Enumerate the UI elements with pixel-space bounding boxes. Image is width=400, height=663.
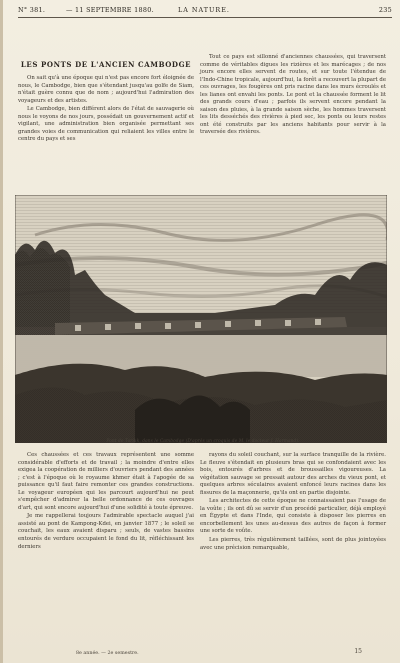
- running-header: [18, 6, 392, 16]
- paragraph: Ces chaussées et ces travaux représentent une somme considérable d'efforts et de travail ; la moindre d'entre elles exigea la coopération de milliers d'ouvriers pendant des années ; c'est à l'époque où le royaume khmer était à l'apogée de sa puissance qu'il faut faire remonter ces grandes constructions. Le voyageur européen qui les parcourt aujourd'hui ne peut s'empêcher d'admirer la belle ordonnance de ces ouvrages d'art, qui sont encore aujourd'hui d'une solidité à toute épreuve.: [18, 452, 194, 511]
- journal-title: LA NATURE.: [178, 6, 230, 14]
- column-top-right: [200, 54, 386, 137]
- page-edge: [0, 0, 3, 663]
- header-rule: [18, 17, 392, 18]
- paragraph: Les architectes de cette époque ne connaissaient pas l'usage de la voûte ; ils ont dû se servir d'un procédé particulier, déjà employé en Égypte et dans l'Inde, qui consiste à disposer les pierres en encorbellement les unes au-dessus des autres de façon à former une sorte de voûte.: [200, 498, 386, 535]
- paragraph: Tout ce pays est sillonné d'anciennes chaussées, qui traversent comme de véritables digues les rizières et les marécages ; de nos jours encore elles servent de routes, et sur toute l'étendue de l'Indo-Chine tropicale, aujourd'hui, la forêt a recouvert la plupart de ces ouvrages, les fougères ont pris racine dans les murs écroulés et les lianes ont envahi les ponts. Le pont et la chaussée forment le lit des grands cours d'eau ; parfois ils servent encore pendant la saison des pluies, à la grande saison sèche, les hommes traversent les lits desséchés des rivières à pied sec, les ponts ou leurs restes ont été construits par les anciens habitants pour servir à la traversée des rivières.: [200, 54, 386, 136]
- column-top-left: [18, 75, 194, 144]
- article-title: LES PONTS DE L'ANCIEN CAMBODGE: [20, 60, 192, 69]
- illustration-caption: Pont de Tarikk, dans le Cambodge (D'après un croquis de M. le docteur J. Harmand).: [106, 439, 300, 444]
- paragraph: rayons du soleil couchant, sur la surface tranquille de la rivière. Le fleuve s'étendait en plusieurs bras qui se confondaient avec les bois, entourés d'arbres et de broussailles vigoureuses. La végétation sauvage se pressait autour des arches du vieux pont, et quelques arbres séculaires avaient enfoncé leurs racines dans les fissures de la maçonnerie, qu'ils ont en partie disjointe.: [200, 452, 386, 496]
- column-bottom-right: [200, 452, 386, 552]
- issue-date: — 11 SEPTEMBRE 1880.: [66, 6, 154, 14]
- bridge-engraving: [15, 195, 387, 443]
- paragraph: Je me rappellerai toujours l'admirable spectacle auquel j'ai assisté au pont de Kampong-Kdei, en janvier 1877 ; le soleil se couchait, les eaux avaient disparu ; seuls, de vastes bassins entourés de verdure occupaient le fond du lit, réfléchissant les derniers: [18, 513, 194, 550]
- sheet-number: 15: [354, 648, 362, 655]
- column-bottom-left: [18, 452, 194, 551]
- page-number: 235: [378, 6, 392, 14]
- paragraph: Le Cambodge, bien différent alors de l'état de sauvagerie où nous le voyons de nos jours, possédait un gouvernement actif et vigilant, une administration bien organisée permettant ses grandes voies de communication qui reliaient les villes entre le centre du pays et ses: [18, 106, 194, 143]
- issue-number: N° 381.: [18, 6, 46, 14]
- paragraph: Les pierres, très régulièrement taillées, sont de plus jointoyées avec une précision remarquable,: [200, 537, 386, 551]
- paragraph: On sait qu'à une époque qui n'est pas encore fort éloignée de nous, le Cambodge, bien que s'étendant jusqu'au golfe de Siam, n'était guère connu que de nom ; aujourd'hui l'admiration des voyageurs et des artistes.: [18, 75, 194, 104]
- volume-signature: 8e année. — 2e semestre.: [76, 651, 139, 656]
